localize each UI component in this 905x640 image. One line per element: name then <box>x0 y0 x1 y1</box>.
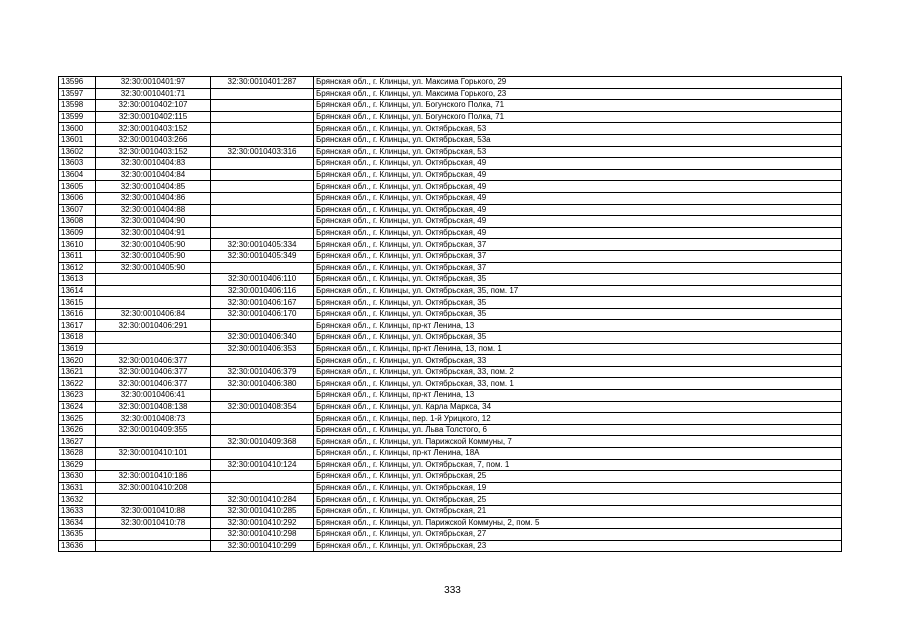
parcel-number-cell: 32:30:0010405:90 <box>96 250 211 262</box>
address-cell: Брянская обл., г. Клинцы, ул. Октябрьская, 25 <box>314 494 842 506</box>
address-cell: Брянская обл., г. Клинцы, ул. Октябрьская, 49 <box>314 192 842 204</box>
address-cell: Брянская обл., г. Клинцы, ул. Максима Горького, 29 <box>314 77 842 89</box>
parcel-number-cell: 32:30:0010410:208 <box>96 482 211 494</box>
building-number-cell <box>211 169 314 181</box>
row-number-cell: 13620 <box>59 355 96 367</box>
page-number: 333 <box>444 585 461 596</box>
address-cell: Брянская обл., г. Клинцы, пр-кт Ленина, 18А <box>314 448 842 460</box>
table-row <box>59 123 842 135</box>
table-row <box>59 100 842 112</box>
building-number-cell: 32:30:0010406:167 <box>211 297 314 309</box>
table-row <box>59 332 842 344</box>
row-number-cell: 13612 <box>59 262 96 274</box>
parcel-number-cell: 32:30:0010404:84 <box>96 169 211 181</box>
row-number-cell: 13599 <box>59 111 96 123</box>
building-number-cell: 32:30:0010403:316 <box>211 146 314 158</box>
table-row <box>59 343 842 355</box>
parcel-number-cell: 32:30:0010410:88 <box>96 505 211 517</box>
parcel-number-cell <box>96 332 211 344</box>
parcel-number-cell: 32:30:0010401:71 <box>96 88 211 100</box>
building-number-cell <box>211 227 314 239</box>
row-number-cell: 13610 <box>59 239 96 251</box>
parcel-number-cell: 32:30:0010402:115 <box>96 111 211 123</box>
building-number-cell: 32:30:0010408:354 <box>211 401 314 413</box>
row-number-cell: 13619 <box>59 343 96 355</box>
address-cell: Брянская обл., г. Клинцы, пер. 1-й Урицкого, 12 <box>314 413 842 425</box>
table-row <box>59 401 842 413</box>
row-number-cell: 13635 <box>59 529 96 541</box>
parcel-number-cell: 32:30:0010404:86 <box>96 192 211 204</box>
row-number-cell: 13634 <box>59 517 96 529</box>
table-row <box>59 239 842 251</box>
address-cell: Брянская обл., г. Клинцы, ул. Октябрьская, 49 <box>314 169 842 181</box>
building-number-cell <box>211 424 314 436</box>
address-cell: Брянская обл., г. Клинцы, ул. Октябрьская, 53 <box>314 123 842 135</box>
table-row <box>59 158 842 170</box>
table-row <box>59 146 842 158</box>
address-cell: Брянская обл., г. Клинцы, ул. Октябрьская, 37 <box>314 250 842 262</box>
table-row <box>59 77 842 89</box>
building-number-cell: 32:30:0010405:334 <box>211 239 314 251</box>
building-number-cell <box>211 320 314 332</box>
parcel-number-cell <box>96 297 211 309</box>
parcel-number-cell: 32:30:0010401:97 <box>96 77 211 89</box>
row-number-cell: 13618 <box>59 332 96 344</box>
address-cell: Брянская обл., г. Клинцы, ул. Октябрьская, 35 <box>314 308 842 320</box>
table-row <box>59 320 842 332</box>
table-body <box>59 77 842 552</box>
address-cell: Брянская обл., г. Клинцы, ул. Октябрьская, 49 <box>314 216 842 228</box>
table-row <box>59 459 842 471</box>
row-number-cell: 13602 <box>59 146 96 158</box>
building-number-cell: 32:30:0010406:170 <box>211 308 314 320</box>
address-cell: Брянская обл., г. Клинцы, ул. Октябрьская, 19 <box>314 482 842 494</box>
parcel-number-cell: 32:30:0010406:377 <box>96 366 211 378</box>
table-row <box>59 297 842 309</box>
building-number-cell <box>211 216 314 228</box>
building-number-cell <box>211 192 314 204</box>
address-cell: Брянская обл., г. Клинцы, ул. Октябрьская, 27 <box>314 529 842 541</box>
table-row <box>59 250 842 262</box>
row-number-cell: 13617 <box>59 320 96 332</box>
address-cell: Брянская обл., г. Клинцы, ул. Парижской Коммуны, 2, пом. 5 <box>314 517 842 529</box>
address-cell: Брянская обл., г. Клинцы, ул. Максима Горького, 23 <box>314 88 842 100</box>
table-row <box>59 192 842 204</box>
row-number-cell: 13625 <box>59 413 96 425</box>
building-number-cell: 32:30:0010410:298 <box>211 529 314 541</box>
property-table <box>58 76 842 552</box>
row-number-cell: 13629 <box>59 459 96 471</box>
table-row <box>59 216 842 228</box>
address-cell: Брянская обл., г. Клинцы, ул. Октябрьская, 37 <box>314 262 842 274</box>
building-number-cell: 32:30:0010410:292 <box>211 517 314 529</box>
row-number-cell: 13616 <box>59 308 96 320</box>
table-row <box>59 482 842 494</box>
parcel-number-cell: 32:30:0010404:91 <box>96 227 211 239</box>
building-number-cell <box>211 111 314 123</box>
building-number-cell <box>211 100 314 112</box>
parcel-number-cell <box>96 436 211 448</box>
building-number-cell <box>211 134 314 146</box>
table-row <box>59 436 842 448</box>
table-row <box>59 88 842 100</box>
table-row <box>59 181 842 193</box>
parcel-number-cell: 32:30:0010405:90 <box>96 262 211 274</box>
address-cell: Брянская обл., г. Клинцы, ул. Октябрьская, 23 <box>314 540 842 552</box>
row-number-cell: 13630 <box>59 471 96 483</box>
parcel-number-cell <box>96 540 211 552</box>
table-row <box>59 413 842 425</box>
parcel-number-cell <box>96 494 211 506</box>
row-number-cell: 13606 <box>59 192 96 204</box>
table-row <box>59 540 842 552</box>
row-number-cell: 13609 <box>59 227 96 239</box>
parcel-number-cell: 32:30:0010410:186 <box>96 471 211 483</box>
row-number-cell: 13601 <box>59 134 96 146</box>
row-number-cell: 13603 <box>59 158 96 170</box>
table-row <box>59 111 842 123</box>
row-number-cell: 13622 <box>59 378 96 390</box>
address-cell: Брянская обл., г. Клинцы, ул. Октябрьская, 33, пом. 2 <box>314 366 842 378</box>
address-cell: Брянская обл., г. Клинцы, ул. Октябрьская, 33 <box>314 355 842 367</box>
row-number-cell: 13631 <box>59 482 96 494</box>
building-number-cell: 32:30:0010406:340 <box>211 332 314 344</box>
parcel-number-cell: 32:30:0010406:377 <box>96 378 211 390</box>
building-number-cell: 32:30:0010410:299 <box>211 540 314 552</box>
row-number-cell: 13627 <box>59 436 96 448</box>
building-number-cell <box>211 448 314 460</box>
address-cell: Брянская обл., г. Клинцы, ул. Октябрьская, 21 <box>314 505 842 517</box>
table-row <box>59 204 842 216</box>
address-cell: Брянская обл., г. Клинцы, ул. Октябрьская, 35, пом. 17 <box>314 285 842 297</box>
table-row <box>59 227 842 239</box>
address-cell: Брянская обл., г. Клинцы, ул. Октябрьская, 35 <box>314 332 842 344</box>
parcel-number-cell: 32:30:0010406:291 <box>96 320 211 332</box>
building-number-cell <box>211 262 314 274</box>
building-number-cell <box>211 413 314 425</box>
building-number-cell: 32:30:0010405:349 <box>211 250 314 262</box>
parcel-number-cell: 32:30:0010410:78 <box>96 517 211 529</box>
table-row <box>59 274 842 286</box>
parcel-number-cell: 32:30:0010406:377 <box>96 355 211 367</box>
row-number-cell: 13621 <box>59 366 96 378</box>
row-number-cell: 13636 <box>59 540 96 552</box>
parcel-number-cell: 32:30:0010405:90 <box>96 239 211 251</box>
parcel-number-cell <box>96 343 211 355</box>
address-cell: Брянская обл., г. Клинцы, ул. Октябрьская, 49 <box>314 181 842 193</box>
building-number-cell <box>211 390 314 402</box>
parcel-number-cell: 32:30:0010406:41 <box>96 390 211 402</box>
parcel-number-cell: 32:30:0010408:73 <box>96 413 211 425</box>
address-cell: Брянская обл., г. Клинцы, ул. Октябрьская, 37 <box>314 239 842 251</box>
row-number-cell: 13608 <box>59 216 96 228</box>
table-row <box>59 529 842 541</box>
address-cell: Брянская обл., г. Клинцы, ул. Октябрьская, 53а <box>314 134 842 146</box>
building-number-cell <box>211 471 314 483</box>
parcel-number-cell: 32:30:0010404:90 <box>96 216 211 228</box>
row-number-cell: 13628 <box>59 448 96 460</box>
building-number-cell: 32:30:0010406:379 <box>211 366 314 378</box>
address-cell: Брянская обл., г. Клинцы, ул. Октябрьская, 35 <box>314 274 842 286</box>
row-number-cell: 13611 <box>59 250 96 262</box>
address-cell: Брянская обл., г. Клинцы, пр-кт Ленина, 13 <box>314 320 842 332</box>
row-number-cell: 13598 <box>59 100 96 112</box>
address-cell: Брянская обл., г. Клинцы, ул. Октябрьская, 49 <box>314 227 842 239</box>
row-number-cell: 13613 <box>59 274 96 286</box>
address-cell: Брянская обл., г. Клинцы, ул. Октябрьская, 25 <box>314 471 842 483</box>
table-row <box>59 378 842 390</box>
table-row <box>59 505 842 517</box>
table-row <box>59 390 842 402</box>
parcel-number-cell <box>96 459 211 471</box>
table-row <box>59 517 842 529</box>
row-number-cell: 13597 <box>59 88 96 100</box>
parcel-number-cell: 32:30:0010406:84 <box>96 308 211 320</box>
parcel-number-cell: 32:30:0010409:355 <box>96 424 211 436</box>
row-number-cell: 13633 <box>59 505 96 517</box>
table-row <box>59 494 842 506</box>
building-number-cell: 32:30:0010409:368 <box>211 436 314 448</box>
table-row <box>59 424 842 436</box>
building-number-cell: 32:30:0010406:380 <box>211 378 314 390</box>
building-number-cell <box>211 123 314 135</box>
table-row <box>59 448 842 460</box>
address-cell: Брянская обл., г. Клинцы, ул. Октябрьская, 49 <box>314 204 842 216</box>
building-number-cell <box>211 88 314 100</box>
table-row <box>59 169 842 181</box>
row-number-cell: 13623 <box>59 390 96 402</box>
address-cell: Брянская обл., г. Клинцы, ул. Богунского Полка, 71 <box>314 111 842 123</box>
parcel-number-cell: 32:30:0010404:83 <box>96 158 211 170</box>
table-row <box>59 134 842 146</box>
parcel-number-cell: 32:30:0010403:152 <box>96 123 211 135</box>
building-number-cell: 32:30:0010406:116 <box>211 285 314 297</box>
address-cell: Брянская обл., г. Клинцы, ул. Октябрьская, 49 <box>314 158 842 170</box>
building-number-cell <box>211 158 314 170</box>
table-row <box>59 471 842 483</box>
row-number-cell: 13600 <box>59 123 96 135</box>
address-cell: Брянская обл., г. Клинцы, ул. Карла Маркса, 34 <box>314 401 842 413</box>
building-number-cell <box>211 204 314 216</box>
row-number-cell: 13626 <box>59 424 96 436</box>
address-cell: Брянская обл., г. Клинцы, ул. Октябрьская, 53 <box>314 146 842 158</box>
building-number-cell: 32:30:0010410:285 <box>211 505 314 517</box>
parcel-number-cell <box>96 274 211 286</box>
row-number-cell: 13604 <box>59 169 96 181</box>
parcel-number-cell: 32:30:0010404:85 <box>96 181 211 193</box>
table-row <box>59 355 842 367</box>
table-row <box>59 308 842 320</box>
address-cell: Брянская обл., г. Клинцы, пр-кт Ленина, 13 <box>314 390 842 402</box>
row-number-cell: 13624 <box>59 401 96 413</box>
building-number-cell <box>211 181 314 193</box>
parcel-number-cell: 32:30:0010402:107 <box>96 100 211 112</box>
parcel-number-cell <box>96 285 211 297</box>
row-number-cell: 13632 <box>59 494 96 506</box>
building-number-cell: 32:30:0010406:110 <box>211 274 314 286</box>
row-number-cell: 13615 <box>59 297 96 309</box>
parcel-number-cell: 32:30:0010410:101 <box>96 448 211 460</box>
address-cell: Брянская обл., г. Клинцы, ул. Октябрьская, 33, пом. 1 <box>314 378 842 390</box>
building-number-cell <box>211 355 314 367</box>
parcel-number-cell: 32:30:0010403:266 <box>96 134 211 146</box>
parcel-number-cell <box>96 529 211 541</box>
table-row <box>59 262 842 274</box>
address-cell: Брянская обл., г. Клинцы, ул. Богунского Полка, 71 <box>314 100 842 112</box>
row-number-cell: 13607 <box>59 204 96 216</box>
building-number-cell: 32:30:0010406:353 <box>211 343 314 355</box>
row-number-cell: 13614 <box>59 285 96 297</box>
parcel-number-cell: 32:30:0010404:88 <box>96 204 211 216</box>
address-cell: Брянская обл., г. Клинцы, ул. Октябрьская, 7, пом. 1 <box>314 459 842 471</box>
row-number-cell: 13605 <box>59 181 96 193</box>
parcel-number-cell: 32:30:0010403:152 <box>96 146 211 158</box>
table-row <box>59 366 842 378</box>
address-cell: Брянская обл., г. Клинцы, ул. Льва Толстого, 6 <box>314 424 842 436</box>
building-number-cell: 32:30:0010401:287 <box>211 77 314 89</box>
row-number-cell: 13596 <box>59 77 96 89</box>
address-cell: Брянская обл., г. Клинцы, пр-кт Ленина, 13, пом. 1 <box>314 343 842 355</box>
table-row <box>59 285 842 297</box>
building-number-cell: 32:30:0010410:284 <box>211 494 314 506</box>
address-cell: Брянская обл., г. Клинцы, ул. Парижской Коммуны, 7 <box>314 436 842 448</box>
building-number-cell <box>211 482 314 494</box>
parcel-number-cell: 32:30:0010408:138 <box>96 401 211 413</box>
building-number-cell: 32:30:0010410:124 <box>211 459 314 471</box>
address-cell: Брянская обл., г. Клинцы, ул. Октябрьская, 35 <box>314 297 842 309</box>
